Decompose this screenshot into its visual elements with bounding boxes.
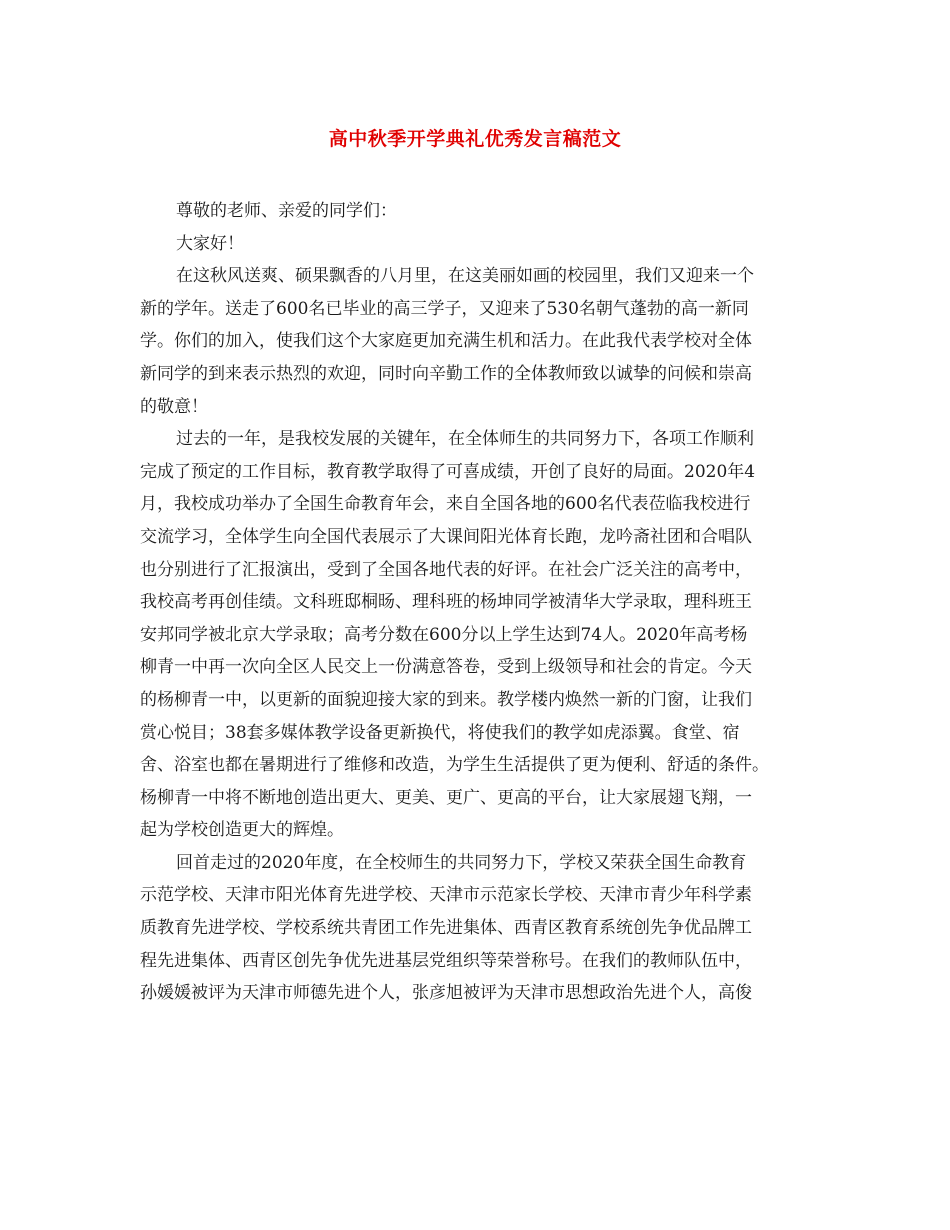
text-line: 新同学的到来表示热烈的欢迎，同时向辛勤工作的全体教师致以诚挚的问候和崇高: [140, 363, 752, 384]
text-line: 在这秋风送爽、硕果飘香的八月里，在这美丽如画的校园里，我们又迎来一个: [176, 266, 754, 287]
text-line: 尊敬的老师、亲爱的同学们：: [176, 201, 397, 221]
text-line: 舍、浴室也都在暑期进行了维修和改造，为学生生活提供了更为便利、舒适的条件。: [140, 755, 769, 776]
text-line: 完成了预定的工作目标，教育教学取得了可喜成绩，开创了良好的局面。2020年4: [140, 461, 756, 482]
text-line: 月，我校成功举办了全国生命教育年会，来自全国各地的600名代表莅临我校进行: [140, 494, 751, 515]
text-line: 柳青一中再一次向全区人民交上一份满意答卷，受到上级领导和社会的肯定。今天: [140, 657, 752, 678]
text-line: 我校高考再创佳绩。文科班邸桐旸、理科班的杨坤同学被清华大学录取，理科班王: [140, 592, 752, 613]
text-line: 的敬意！: [140, 396, 208, 417]
text-line: 学。你们的加入，使我们这个大家庭更加充满生机和活力。在此我代表学校对全体: [140, 331, 752, 352]
document-body: [140, 195, 824, 1010]
text-line: 新的学年。送走了600名已毕业的高三学子，又迎来了530名朝气蓬勃的高一新同: [140, 298, 749, 319]
text-line: 安邦同学被北京大学录取；高考分数在600分以上学生达到74人。2020年高考杨: [140, 624, 748, 645]
text-line: 质教育先进学校、学校系统共青团工作先进集体、西青区教育系统创先争优品牌工: [140, 918, 752, 939]
text-line: 孙媛媛被评为天津市师德先进个人，张彦旭被评为天津市思想政治先进个人，高俊: [140, 983, 752, 1004]
text-line: 过去的一年，是我校发展的关键年，在全体师生的共同努力下，各项工作顺利: [176, 429, 754, 450]
text-line: 杨柳青一中将不断地创造出更大、更美、更广、更高的平台，让大家展翅飞翔，一: [140, 787, 752, 808]
text-line: 的杨柳青一中，以更新的面貌迎接大家的到来。教学楼内焕然一新的门窗，让我们: [140, 689, 752, 710]
text-line: 示范学校、天津市阳光体育先进学校、天津市示范家长学校、天津市青少年科学素: [140, 885, 752, 906]
text-line: 大家好！: [176, 233, 244, 254]
text-line: 赏心悦目；38套多媒体教学设备更新换代，将使我们的教学如虎添翼。食堂、宿: [140, 722, 740, 743]
text-line: 也分别进行了汇报演出，受到了全国各地代表的好评。在社会广泛关注的高考中，: [140, 559, 752, 580]
document-title: 高中秋季开学典礼优秀发言稿范文: [328, 128, 622, 150]
text-line: 交流学习，全体学生向全国代表展示了大课间阳光体育长跑，龙吟斋社团和合唱队: [140, 526, 752, 547]
text-line: 程先进集体、西青区创先争优先进基层党组织等荣誉称号。在我们的教师队伍中，: [140, 950, 752, 971]
text-line: 起为学校创造更大的辉煌。: [140, 820, 344, 841]
text-line: 回首走过的2020年度，在全校师生的共同努力下，学校又荣获全国生命教育: [176, 852, 747, 873]
